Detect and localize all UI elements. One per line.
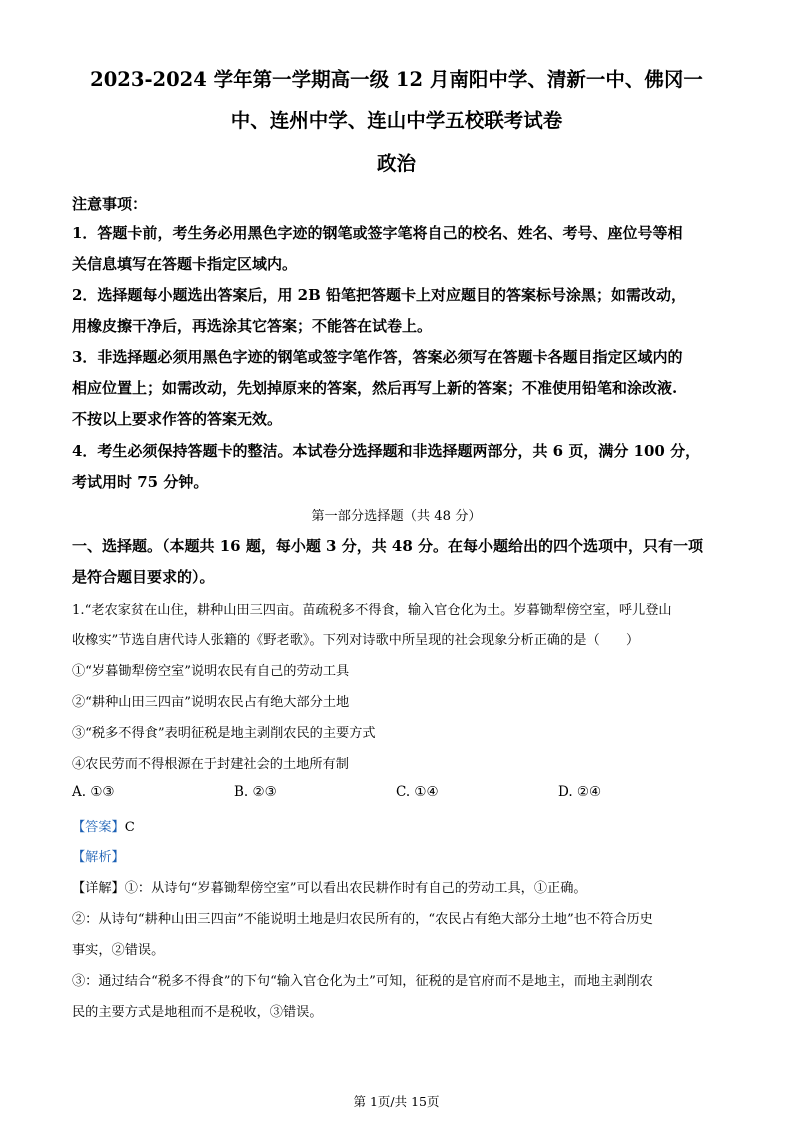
option-b: B. ②③ bbox=[234, 784, 277, 800]
question-statement: ①“岁暮锄犁傍空室”说明农民有自己的劳动工具 bbox=[72, 664, 350, 679]
notice-line: 1．答题卡前，考生务必用黑色字迹的钢笔或签字笔将自己的校名、姓名、考号、座位号等相 bbox=[72, 224, 683, 242]
notice-line: 用橡皮擦干净后，再选涂其它答案；不能答在试卷上。 bbox=[72, 317, 433, 335]
option-d: D. ②④ bbox=[558, 784, 602, 800]
notice-line: 3．非选择题必须用黑色字迹的钢笔或签字笔作答，答案必须写在答题卡各题目指定区域内的 bbox=[72, 348, 683, 366]
answer-label: 【答案】 bbox=[72, 820, 125, 835]
page-number: 第 1页/共 15页 bbox=[353, 1094, 440, 1109]
option-c: C. ①④ bbox=[396, 784, 439, 800]
analysis-label: 【解析】 bbox=[72, 850, 125, 865]
exam-title-line-2: 中、连州中学、连山中学五校联考试卷 bbox=[230, 109, 563, 132]
question-stem-line-1: 1.“老农家贫在山住，耕种山田三四亩。苗疏税多不得食，输入官仓化为土。岁暮锄犁傍空室，呼儿登山 bbox=[72, 603, 672, 618]
answer-row bbox=[72, 816, 732, 835]
question-statement: ③“税多不得食”表明征税是地主剥削农民的主要方式 bbox=[72, 726, 376, 741]
notice-line: 相应位置上；如需改动，先划掉原来的答案，然后再写上新的答案；不准使用铅笔和涂改液. bbox=[72, 379, 678, 397]
detail-line: ③：通过结合“税多不得食”的下句“输入官仓化为土”可知，征税的是官府而不是地主，而地主剥削农 bbox=[72, 974, 653, 989]
notice-heading: 注意事项： bbox=[72, 195, 148, 213]
section-instruction-line-1: 一、选择题。（本题共 16 题，每小题 3 分，共 48 分。在每小题给出的四个选项中，只有一项 bbox=[72, 537, 704, 555]
question-stem-line-2: 收橡实”节选自唐代诗人张籍的《野老歌》。下列对诗歌中所呈现的社会现象分析正确的是（ ） bbox=[72, 633, 640, 648]
detail-line: 事实，②错误。 bbox=[72, 943, 165, 958]
answer-value: C bbox=[124, 820, 135, 835]
exam-title-line-1: 2023-2024 学年第一学期高一级 12 月南阳中学、清新一中、佛冈一 bbox=[90, 68, 703, 91]
notice-line: 4．考生必须保持答题卡的整洁。本试卷分选择题和非选择题两部分，共 6 页，满分 100 分， bbox=[72, 442, 701, 460]
question-statement: ②“耕种山田三四亩”说明农民占有绝大部分土地 bbox=[72, 695, 350, 710]
detail-line: 民的主要方式是地租而不是税收，③错误。 bbox=[72, 1005, 323, 1020]
exam-subject: 政治 bbox=[376, 152, 416, 175]
notice-line: 不按以上要求作答的答案无效。 bbox=[72, 410, 283, 428]
notice-line: 关信息填写在答题卡指定区域内。 bbox=[72, 255, 298, 273]
question-statement: ④农民劳而不得根源在于封建社会的土地所有制 bbox=[72, 757, 349, 772]
option-a: A. ①③ bbox=[72, 784, 115, 800]
notice-line: 考试用时 75 分钟。 bbox=[72, 473, 209, 491]
section-instruction-line-2: 是符合题目要求的）。 bbox=[72, 568, 215, 586]
part-heading: 第一部分选择题（共 48 分） bbox=[311, 509, 482, 524]
detail-line: 【详解】①：从诗句“岁暮锄犁傍空室”可以看出农民耕作时有自己的劳动工具，①正确。 bbox=[72, 881, 587, 896]
notice-line: 2．选择题每小题选出答案后，用 2B 铅笔把答题卡上对应题目的答案标号涂黑；如需改动， bbox=[72, 286, 687, 304]
detail-line: ②：从诗句“耕种山田三四亩”不能说明土地是归农民所有的，“农民占有绝大部分土地”也不符合历史 bbox=[72, 912, 653, 927]
